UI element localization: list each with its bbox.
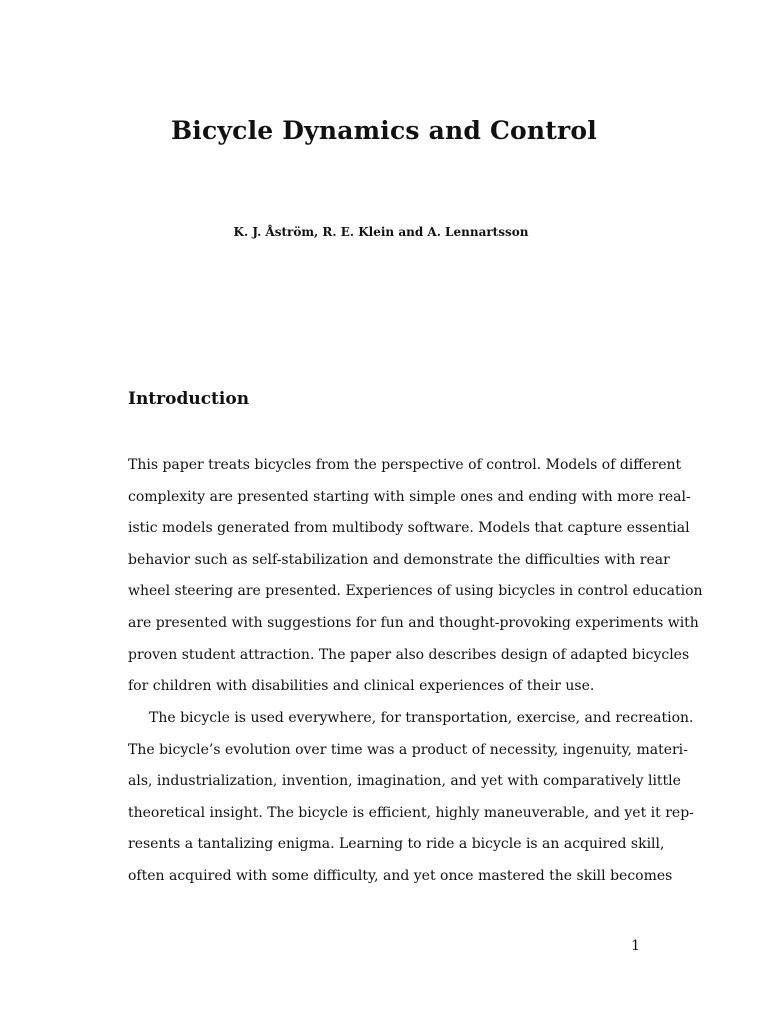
paragraph-1-line: behavior such as self-stabilization and demonstrate the difficulties with rear <box>128 552 670 568</box>
paragraph-2-line: often acquired with some difficulty, and yet once mastered the skill becomes <box>128 868 673 884</box>
paragraph-2-line: theoretical insight. The bicycle is efficient, highly maneuverable, and yet it rep- <box>128 805 694 821</box>
paragraph-1-line: for children with disabilities and clinical experiences of their use. <box>128 678 595 694</box>
paragraph-2-line: The bicycle is used everywhere, for transportation, exercise, and recreation. <box>149 710 694 726</box>
paragraph-2-line: als, industrialization, invention, imagination, and yet with comparatively little <box>128 773 681 789</box>
paragraph-2-line: The bicycle’s evolution over time was a product of necessity, ingenuity, materi- <box>128 742 688 758</box>
paragraph-1-line: are presented with suggestions for fun and thought-provoking experiments with <box>128 615 699 631</box>
paragraph-1-line: istic models generated from multibody software. Models that capture essential <box>128 520 690 536</box>
author-list: K. J. Åström, R. E. Klein and A. Lennartsson <box>233 225 529 239</box>
paragraph-1-line: complexity are presented starting with simple ones and ending with more real- <box>128 489 691 505</box>
page-number: 1 <box>631 938 640 954</box>
paper-title: Bicycle Dynamics and Control <box>170 116 598 145</box>
section-heading: Introduction <box>128 389 250 409</box>
paragraph-1-line: This paper treats bicycles from the perspective of control. Models of different <box>128 457 682 473</box>
paragraph-1-line: wheel steering are presented. Experiences of using bicycles in control education <box>128 583 703 599</box>
paragraph-2-line: resents a tantalizing enigma. Learning to ride a bicycle is an acquired skill, <box>128 836 665 852</box>
paragraph-1-line: proven student attraction. The paper also describes design of adapted bicycles <box>128 647 690 663</box>
